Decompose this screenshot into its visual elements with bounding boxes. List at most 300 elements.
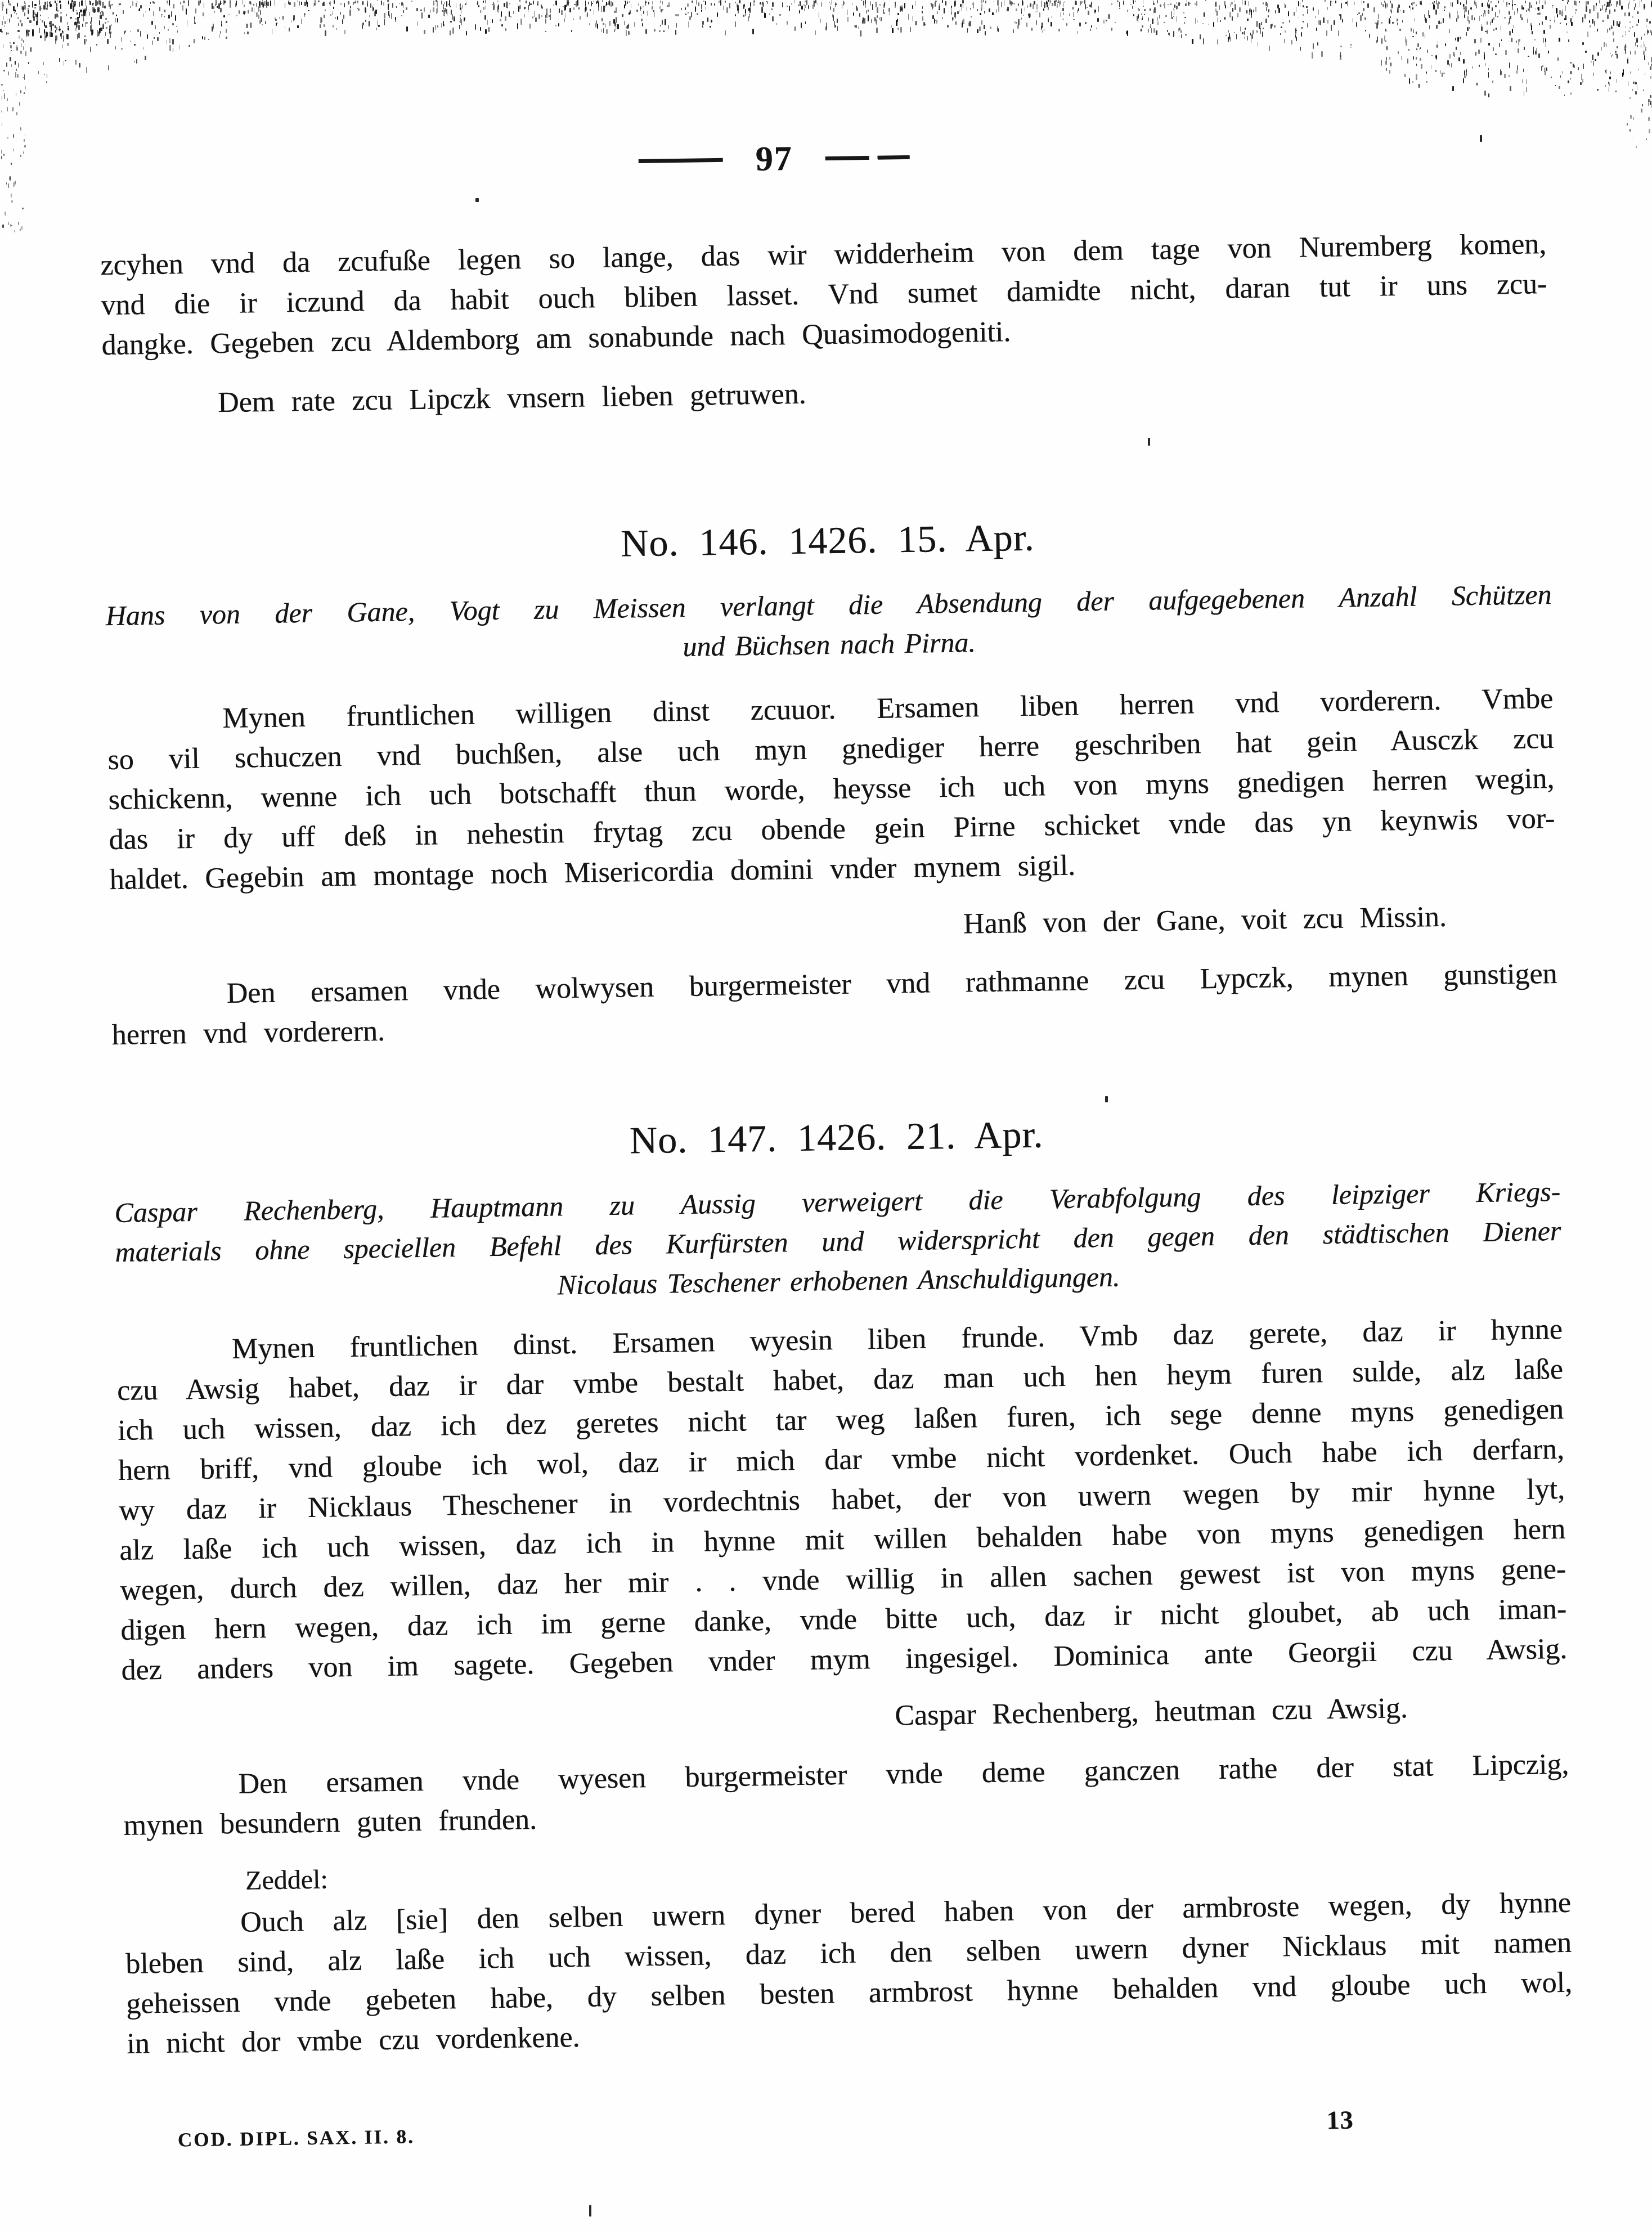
noise-speck <box>1493 47 1494 51</box>
noise-speck <box>1399 29 1401 31</box>
noise-speck <box>1627 57 1628 61</box>
noise-speck <box>1080 1 1081 6</box>
noise-speck <box>1466 32 1467 36</box>
noise-speck <box>1142 16 1143 20</box>
noise-speck <box>932 15 934 19</box>
noise-speck <box>1152 19 1153 24</box>
noise-speck <box>252 7 253 12</box>
noise-speck <box>1575 12 1576 14</box>
noise-speck <box>1510 86 1511 91</box>
noise-speck <box>186 8 187 15</box>
noise-speck <box>1627 45 1628 48</box>
noise-speck <box>1538 53 1540 58</box>
noise-speck <box>1057 4 1058 8</box>
noise-speck <box>972 3 973 5</box>
noise-speck <box>1 150 2 153</box>
noise-speck <box>106 27 107 29</box>
noise-speck <box>872 4 873 10</box>
noise-speck <box>1408 49 1409 51</box>
noise-speck <box>1253 30 1254 34</box>
noise-speck <box>505 28 506 32</box>
noise-speck <box>1298 1 1300 7</box>
noise-speck <box>56 14 58 17</box>
noise-speck <box>105 22 106 24</box>
noise-speck <box>466 2 468 6</box>
noise-speck <box>403 3 404 8</box>
text-line: mynen besundern guten frunden. <box>123 1803 537 1842</box>
noise-speck <box>564 19 565 22</box>
noise-speck <box>897 28 899 30</box>
noise-speck <box>1568 0 1569 2</box>
noise-speck <box>1013 29 1014 33</box>
noise-speck <box>89 12 90 16</box>
noise-speck <box>1274 25 1276 28</box>
noise-speck <box>794 26 796 32</box>
noise-speck <box>519 5 521 8</box>
noise-speck <box>381 1 382 5</box>
noise-speck <box>1586 6 1587 12</box>
noise-speck <box>1087 7 1088 8</box>
noise-speck <box>183 1 185 3</box>
noise-speck <box>20 228 21 231</box>
noise-speck <box>891 25 892 28</box>
noise-speck <box>1644 34 1645 35</box>
text-line: bleben sind, alz laße ich uch wissen, daz ich den selben uwern dyner Nicklaus mit namen <box>125 1926 1572 1980</box>
noise-speck <box>1262 32 1263 38</box>
noise-speck <box>218 3 220 9</box>
noise-speck <box>236 1 237 6</box>
noise-speck <box>1133 0 1134 4</box>
noise-speck <box>1242 32 1244 34</box>
noise-speck <box>375 15 376 16</box>
noise-speck <box>744 4 746 7</box>
noise-speck <box>1493 29 1494 31</box>
text-line: Den ersamen vnde wolwysen burgermeister vnd rathmanne zcu Lypczk, mynen gunstigen <box>226 957 1557 1010</box>
noise-speck <box>1385 4 1386 7</box>
noise-speck <box>1443 18 1444 23</box>
noise-speck <box>392 3 393 8</box>
noise-speck <box>1594 21 1595 26</box>
noise-speck <box>21 23 23 26</box>
noise-speck <box>1111 28 1112 30</box>
noise-speck <box>1216 11 1218 16</box>
noise-speck <box>989 8 990 12</box>
noise-speck <box>1519 43 1520 46</box>
noise-speck <box>821 2 823 7</box>
noise-speck <box>1435 10 1436 15</box>
noise-speck <box>1481 15 1482 16</box>
noise-speck <box>1527 19 1528 23</box>
noise-speck <box>967 28 968 33</box>
noise-speck <box>1646 138 1647 140</box>
noise-speck <box>44 35 46 41</box>
noise-speck <box>1144 14 1145 15</box>
noise-speck <box>509 3 510 5</box>
noise-speck <box>1452 86 1454 91</box>
text-line: ich uch wissen, daz ich dez geretes nicht tar weg laßen furen, ich sege denne myns genedigen <box>117 1393 1564 1447</box>
noise-speck <box>509 11 510 17</box>
noise-speck <box>437 25 439 28</box>
noise-speck <box>219 34 220 38</box>
noise-speck <box>1487 2 1488 7</box>
noise-speck <box>11 200 13 203</box>
noise-speck <box>1470 7 1472 10</box>
noise-speck <box>1282 22 1283 24</box>
noise-speck <box>1635 51 1636 55</box>
noise-speck <box>14 12 15 14</box>
noise-speck <box>641 19 643 21</box>
noise-speck <box>954 12 955 18</box>
noise-speck <box>1506 5 1508 6</box>
noise-speck <box>63 35 64 42</box>
noise-speck <box>250 23 252 28</box>
noise-speck <box>34 7 35 8</box>
noise-speck <box>545 31 546 32</box>
noise-speck <box>749 7 751 13</box>
noise-speck <box>344 3 345 7</box>
text-line: das ir dy uff deß in nehestin frytag zcu obende gein Pirne schicket vnde das yn keynwis vor- <box>109 802 1555 856</box>
noise-speck <box>97 1 98 5</box>
noise-speck <box>1278 8 1280 12</box>
noise-speck <box>1084 0 1086 4</box>
noise-speck <box>24 12 25 16</box>
entry-146-heading: No. 146. 1426. 15. Apr. <box>620 515 1035 565</box>
noise-speck <box>1269 46 1270 51</box>
noise-speck <box>1464 7 1465 10</box>
noise-speck <box>1066 23 1067 25</box>
noise-speck <box>1307 23 1308 28</box>
noise-speck <box>437 1 438 6</box>
noise-speck <box>216 0 217 5</box>
page-number: 97 <box>755 139 793 178</box>
text-line: schickenn, wenne ich uch botschafft thun worde, heysse ich uch von myns gnedigen herren wegin, <box>108 762 1555 816</box>
noise-speck <box>1649 129 1650 133</box>
noise-speck <box>1562 9 1563 11</box>
noise-speck <box>1463 78 1464 83</box>
noise-speck <box>565 13 566 19</box>
noise-speck <box>224 1 225 3</box>
noise-speck <box>546 14 547 18</box>
noise-speck <box>46 81 47 83</box>
zeddel-label: Zeddel: <box>245 1864 329 1896</box>
noise-speck <box>1607 15 1609 19</box>
noise-speck <box>1548 51 1549 53</box>
noise-speck <box>1611 4 1612 6</box>
noise-speck <box>1043 8 1044 11</box>
noise-speck <box>629 1 630 3</box>
noise-speck <box>249 1 250 4</box>
noise-speck <box>1559 38 1560 41</box>
noise-speck <box>973 2 974 8</box>
noise-speck <box>275 19 277 21</box>
noise-speck <box>464 17 465 20</box>
noise-speck <box>60 16 62 23</box>
noise-speck <box>1234 32 1235 34</box>
noise-speck <box>485 29 487 34</box>
noise-speck <box>1629 129 1631 132</box>
noise-speck <box>535 17 537 22</box>
noise-speck <box>4 25 5 27</box>
noise-speck <box>1629 1 1630 5</box>
noise-speck <box>384 13 385 19</box>
noise-speck <box>513 11 514 14</box>
noise-speck <box>1331 25 1332 31</box>
noise-speck <box>1456 47 1457 50</box>
noise-speck <box>1634 32 1636 37</box>
noise-speck <box>1174 5 1175 8</box>
noise-speck <box>1420 1 1421 4</box>
noise-speck <box>33 16 35 20</box>
noise-speck <box>1320 20 1321 25</box>
noise-speck <box>711 3 712 6</box>
noise-speck <box>1641 37 1642 40</box>
noise-speck <box>130 6 131 8</box>
noise-speck <box>834 25 836 28</box>
noise-speck <box>1228 30 1229 33</box>
noise-speck <box>264 1 266 6</box>
noise-speck <box>1421 64 1422 69</box>
noise-speck <box>55 1 56 3</box>
noise-speck <box>446 1 448 7</box>
noise-speck <box>50 21 52 27</box>
noise-speck <box>55 35 57 40</box>
noise-speck <box>1625 26 1626 28</box>
noise-speck <box>1436 56 1437 60</box>
noise-speck <box>109 29 110 34</box>
noise-speck <box>1469 27 1470 30</box>
noise-speck <box>634 22 635 27</box>
noise-speck <box>939 3 940 8</box>
noise-speck <box>45 25 47 28</box>
noise-speck <box>1413 56 1414 60</box>
noise-speck <box>1150 8 1151 11</box>
noise-speck <box>1356 22 1357 27</box>
noise-speck <box>1582 42 1584 45</box>
noise-speck <box>1526 10 1527 12</box>
noise-speck <box>1096 28 1097 29</box>
noise-speck <box>20 90 21 94</box>
noise-speck <box>750 2 751 7</box>
noise-speck <box>629 12 630 14</box>
noise-speck <box>1313 7 1314 11</box>
noise-speck <box>947 25 949 28</box>
noise-speck <box>883 4 885 7</box>
noise-speck <box>290 2 291 5</box>
noise-speck <box>1181 34 1182 38</box>
noise-speck <box>1364 17 1366 20</box>
noise-speck <box>1220 20 1221 22</box>
noise-speck <box>626 30 627 36</box>
noise-speck <box>79 2 80 7</box>
noise-speck <box>78 33 79 38</box>
noise-speck <box>1090 29 1091 31</box>
noise-speck <box>1185 3 1187 6</box>
noise-speck <box>1571 22 1573 25</box>
noise-speck <box>17 30 20 32</box>
noise-speck <box>9 19 11 23</box>
noise-speck <box>325 10 326 11</box>
noise-speck <box>1602 20 1604 21</box>
noise-speck <box>725 1 726 3</box>
noise-speck <box>564 5 566 10</box>
noise-speck <box>105 32 106 36</box>
noise-speck <box>1 156 2 159</box>
noise-speck <box>971 16 972 18</box>
noise-speck <box>900 27 902 33</box>
noise-speck <box>787 21 788 25</box>
noise-speck <box>876 28 878 33</box>
noise-speck <box>501 24 502 26</box>
noise-speck <box>1565 15 1566 20</box>
noise-speck <box>922 16 923 21</box>
noise-speck <box>480 10 481 13</box>
noise-speck <box>153 11 154 16</box>
noise-speck <box>642 23 643 26</box>
noise-speck <box>1091 25 1092 28</box>
noise-speck <box>8 0 9 3</box>
noise-speck <box>1460 37 1461 39</box>
noise-speck <box>652 6 653 10</box>
noise-speck <box>315 0 316 6</box>
noise-speck <box>262 24 263 26</box>
noise-speck <box>924 24 926 25</box>
noise-speck <box>602 0 603 2</box>
text-line: alz laße ich uch wissen, daz ich in hynne mit willen behalden habe von myns genedigen hern <box>119 1513 1566 1567</box>
noise-speck <box>1615 91 1617 93</box>
noise-speck <box>294 2 295 7</box>
noise-speck <box>1493 17 1494 20</box>
noise-speck <box>111 24 112 26</box>
noise-speck <box>1023 15 1024 16</box>
noise-speck <box>1236 34 1237 39</box>
noise-speck <box>168 15 169 19</box>
noise-speck <box>688 21 689 28</box>
noise-speck <box>589 23 590 25</box>
noise-speck <box>24 92 25 94</box>
noise-speck <box>1615 51 1617 53</box>
noise-speck <box>79 21 80 24</box>
noise-speck <box>1593 73 1594 76</box>
noise-speck <box>1618 24 1620 28</box>
noise-speck <box>1635 42 1636 46</box>
noise-speck <box>612 2 613 6</box>
noise-speck <box>640 7 641 9</box>
noise-speck <box>60 12 62 14</box>
noise-speck <box>1445 43 1447 46</box>
noise-speck <box>11 194 12 198</box>
noise-speck <box>2 8 3 11</box>
noise-speck <box>1632 26 1633 28</box>
noise-speck <box>1625 34 1626 36</box>
noise-speck <box>20 155 21 157</box>
noise-speck <box>1624 46 1625 51</box>
noise-speck <box>1532 31 1533 34</box>
noise-speck <box>663 30 665 32</box>
noise-speck <box>1609 2 1610 7</box>
noise-speck <box>1077 10 1078 13</box>
noise-speck <box>1484 52 1485 53</box>
noise-speck <box>1277 5 1279 8</box>
noise-speck <box>979 26 981 31</box>
noise-speck <box>7 107 8 111</box>
noise-speck <box>876 2 877 7</box>
noise-speck <box>1402 20 1403 22</box>
noise-speck <box>815 0 816 3</box>
text-line: dangke. Gegeben zcu Aldemborg am sonabunde nach Quasimodogeniti. <box>101 316 1011 362</box>
noise-speck <box>1466 0 1467 5</box>
noise-speck <box>578 7 580 10</box>
noise-speck <box>608 1 609 5</box>
text-line: herren vnd vorderern. <box>111 1015 385 1052</box>
noise-speck <box>1409 78 1410 84</box>
noise-speck <box>1464 75 1466 78</box>
noise-speck <box>1 110 2 113</box>
noise-speck <box>1 31 3 33</box>
noise-speck <box>1075 1 1076 5</box>
noise-speck <box>1039 12 1041 17</box>
noise-speck <box>1483 13 1485 17</box>
noise-speck <box>1466 69 1467 72</box>
noise-speck <box>1636 24 1638 26</box>
noise-speck <box>1501 71 1502 75</box>
noise-speck <box>800 1 801 6</box>
noise-speck <box>545 15 546 18</box>
noise-speck <box>1048 7 1049 10</box>
noise-speck <box>1436 25 1438 29</box>
noise-speck <box>1545 16 1546 19</box>
noise-speck <box>1565 6 1566 11</box>
noise-speck <box>200 0 201 3</box>
noise-speck <box>2 96 3 100</box>
noise-speck <box>719 1 720 3</box>
noise-speck <box>102 24 104 29</box>
noise-speck <box>954 2 955 7</box>
noise-speck <box>259 20 261 24</box>
noise-speck <box>1299 17 1300 19</box>
noise-speck <box>1425 17 1426 20</box>
noise-speck <box>1301 27 1302 29</box>
noise-speck <box>33 10 34 14</box>
noise-speck <box>1143 6 1144 7</box>
noise-speck <box>1596 3 1597 6</box>
noise-speck <box>1280 33 1281 35</box>
noise-speck <box>1495 12 1496 17</box>
noise-speck <box>1642 104 1643 106</box>
noise-speck <box>75 18 77 19</box>
noise-speck <box>998 28 999 32</box>
noise-speck <box>43 5 46 10</box>
noise-speck <box>614 23 616 26</box>
noise-speck <box>817 3 818 5</box>
noise-speck <box>1050 0 1051 3</box>
noise-speck <box>330 1 331 6</box>
text-line: czu Awsig habet, daz ir dar vmbe bestalt habet, daz man uch hen heym furen sulde, alz laße <box>116 1353 1564 1407</box>
noise-speck <box>42 20 43 23</box>
noise-speck <box>1609 28 1610 30</box>
noise-speck <box>1416 48 1417 50</box>
noise-speck <box>685 14 686 15</box>
noise-speck <box>16 13 17 15</box>
noise-speck <box>487 20 488 25</box>
noise-speck <box>1036 4 1038 10</box>
noise-speck <box>1029 14 1030 18</box>
noise-speck <box>140 31 141 36</box>
noise-speck <box>820 19 821 23</box>
noise-speck <box>908 14 909 20</box>
noise-speck <box>951 12 953 15</box>
noise-speck <box>1484 91 1485 96</box>
noise-speck <box>1326 30 1328 36</box>
